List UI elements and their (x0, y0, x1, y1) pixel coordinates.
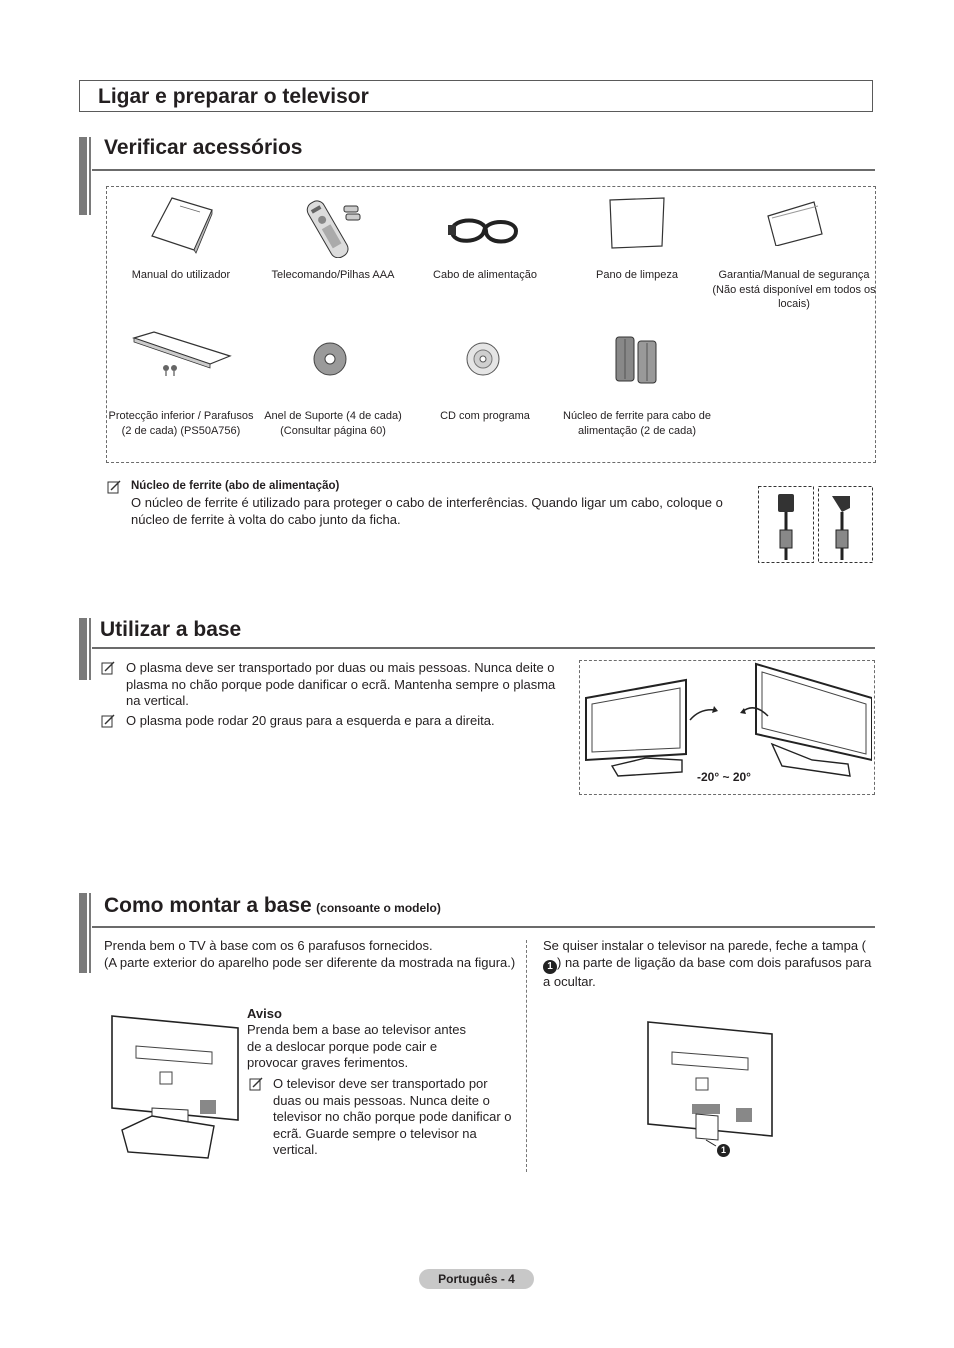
warranty-card-icon (766, 200, 824, 246)
note-text: O núcleo de ferrite é utilizado para proteger o cabo de interferências. Quando ligar um cabo, coloque o núcleo de ferrite à volta do cabo junto da ficha. (131, 495, 723, 527)
mount-text-1: Prenda bem o TV à base com os 6 parafusos fornecidos. (104, 938, 433, 953)
tv-back-cover-figure (644, 1018, 776, 1158)
note-title: Núcleo de ferrite (abo de alimentação) (131, 480, 340, 492)
warning-text: Prenda bem a base ao televisor antes de a deslocar porque pode cair e provocar graves ferimentos. (247, 1022, 466, 1070)
ferrite-plug-figure-1 (758, 486, 814, 563)
marker-1-icon: 1 (543, 960, 557, 974)
note-icon (101, 714, 115, 728)
holder-ring-icon (312, 341, 348, 377)
list-item: Cabo de alimentação (433, 269, 537, 281)
list-item: Anel de Suporte (4 de cada) (Consultar página 60) (264, 410, 402, 437)
section-title-suffix: (consoante o modelo) (316, 901, 441, 915)
note-icon (101, 661, 115, 675)
page-title: Ligar e preparar o televisor (98, 85, 369, 108)
base-note-2: O plasma pode rodar 20 graus para a esquerda e para a direita. (126, 713, 495, 728)
note-icon (249, 1077, 263, 1091)
list-item: Núcleo de ferrite para cabo de alimentação (2 de cada) (563, 410, 711, 437)
list-item: CD com programa (440, 410, 530, 422)
wall-mount-text: Se quiser instalar o televisor na parede, feche a tampa (1 ) na parte de ligação da base com dois parafusos para a ocultar. (543, 938, 872, 989)
page-number: Português - 4 (419, 1269, 534, 1289)
base-note-1: O plasma deve ser transportado por duas ou mais pessoas. Nunca deite o plasma no chão porque pode danificar o ecrã. Mantenha sempre o plasma na vertical. (126, 660, 556, 708)
page-title-box (79, 80, 873, 112)
section-bar (79, 137, 87, 215)
tv-back-stand-figure (108, 1012, 242, 1162)
section-title-text: Como montar a base (104, 894, 312, 917)
power-cable-icon (446, 213, 522, 249)
list-item: Garantia/Manual de segurança (Não está disponível em todos os locais) (712, 269, 876, 310)
tv-rotation-figure (582, 662, 872, 782)
manual-icon (150, 196, 214, 254)
list-item: Manual do utilizador (131, 269, 231, 281)
cleaning-cloth-icon (608, 196, 666, 250)
section-rule (92, 926, 875, 928)
ferrite-plug-figure-2 (818, 486, 873, 563)
section-title-base: Utilizar a base (100, 618, 242, 641)
section-bar (79, 618, 87, 680)
section-title-mount (104, 894, 441, 918)
section-title-accessories: Verificar acessórios (104, 136, 303, 159)
rotation-label: -20° ~ 20° (697, 770, 751, 784)
section-rule (92, 169, 875, 171)
section-bar (79, 893, 87, 973)
note-icon (107, 480, 121, 494)
warning-note: O televisor deve ser transportado por duas ou mais pessoas. Nunca deite o televisor no chão porque pode danificar o ecrã. Guarde sempre o televisor na vertical. (273, 1076, 512, 1157)
list-item: Pano de limpeza (596, 269, 678, 281)
list-item: Protecção inferior / Parafusos (2 de cada) (PS50A756) (108, 410, 254, 437)
ferrite-core-icon (612, 333, 662, 385)
section-rule (92, 647, 875, 649)
cd-icon (465, 341, 501, 377)
callout-1-icon: 1 (717, 1144, 730, 1157)
list-item: Telecomando/Pilhas AAA (271, 269, 395, 281)
mount-text-2: (A parte exterior do aparelho pode ser diferente da mostrada na figura.) (104, 955, 516, 970)
bottom-cover-icon (130, 330, 234, 378)
warning-title: Aviso (247, 1006, 282, 1021)
remote-control-icon (300, 196, 366, 258)
column-divider (526, 940, 527, 1172)
